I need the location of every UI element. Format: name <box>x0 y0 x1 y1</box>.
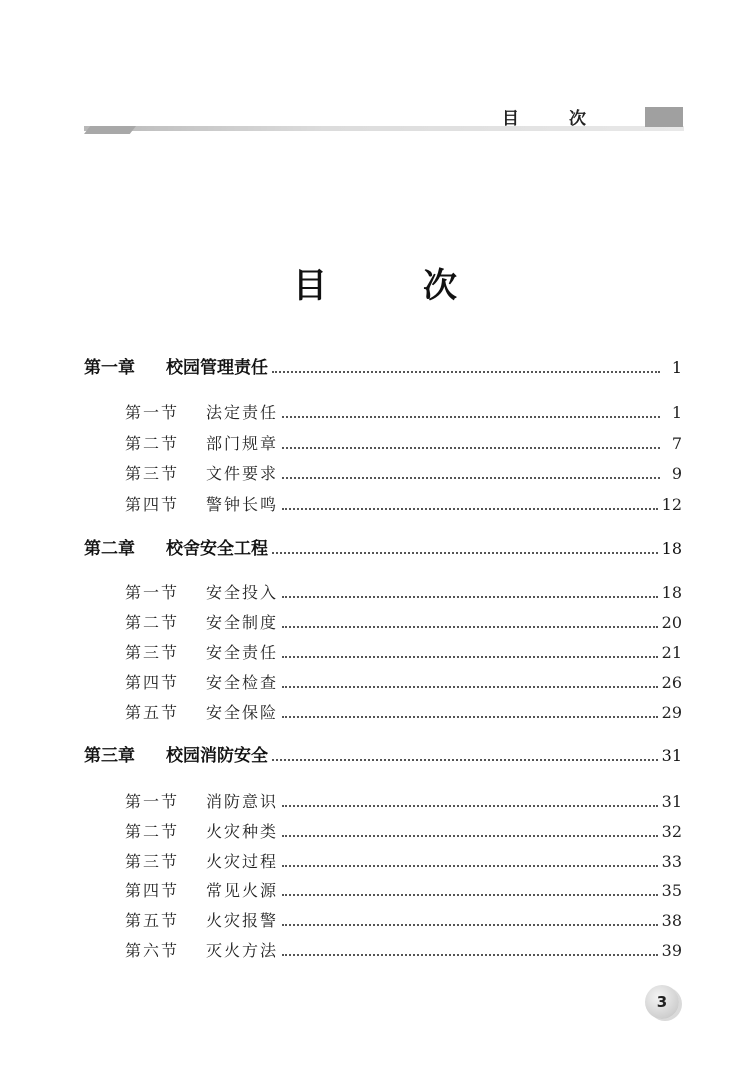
section-label: 第二节 <box>125 821 180 841</box>
section-title: 安全投入 <box>206 583 279 602</box>
page-number-badge: 3 <box>645 985 679 1019</box>
section-label: 第一节 <box>125 792 180 811</box>
chapter-entry[interactable] <box>84 536 682 562</box>
section-entry[interactable] <box>125 640 682 666</box>
section-page-number: 12 <box>661 494 682 514</box>
section-title: 安全保险 <box>206 703 279 722</box>
dot-leader <box>282 416 660 418</box>
dot-leader <box>282 865 658 867</box>
section-label: 第二节 <box>125 613 180 632</box>
section-page-number: 9 <box>671 464 682 483</box>
chapter-page-number: 31 <box>661 746 682 765</box>
dot-leader <box>282 656 658 658</box>
section-page-number: 32 <box>661 821 682 841</box>
header-rule-tab <box>84 126 136 134</box>
dot-leader <box>272 371 660 373</box>
section-title: 文件要求 <box>206 464 279 483</box>
section-page-number: 35 <box>661 881 682 901</box>
dot-leader <box>282 686 658 688</box>
section-title: 火灾种类 <box>206 821 279 841</box>
section-title: 安全制度 <box>206 613 279 632</box>
section-title: 消防意识 <box>206 792 279 811</box>
dot-leader <box>272 759 658 761</box>
section-label: 第四节 <box>125 673 180 692</box>
section-entry[interactable] <box>125 670 682 696</box>
chapter-entry[interactable] <box>84 743 682 769</box>
section-entry[interactable] <box>125 700 682 726</box>
section-page-number: 31 <box>661 792 682 811</box>
page-title: 目次 <box>293 266 553 306</box>
header-gray-block <box>645 107 683 127</box>
dot-leader <box>282 954 658 956</box>
chapter-entry[interactable] <box>84 355 682 381</box>
section-page-number: 7 <box>671 433 682 453</box>
section-page-number: 21 <box>661 643 682 662</box>
chapter-label: 第三章 <box>84 746 135 766</box>
dot-leader <box>272 552 658 554</box>
section-label: 第六节 <box>125 941 180 960</box>
dot-leader <box>282 596 658 598</box>
section-title: 火灾过程 <box>206 851 279 871</box>
section-label: 第二节 <box>125 433 180 453</box>
chapter-label: 第一章 <box>84 358 135 378</box>
section-title: 安全责任 <box>206 643 279 662</box>
dot-leader <box>282 626 658 628</box>
section-page-number: 1 <box>671 403 682 422</box>
section-page-number: 33 <box>661 851 682 871</box>
section-title: 部门规章 <box>206 433 279 453</box>
section-label: 第五节 <box>125 703 180 722</box>
section-label: 第三节 <box>125 851 180 871</box>
chapter-page-number: 18 <box>661 539 682 558</box>
section-entry[interactable] <box>125 492 682 518</box>
section-label: 第三节 <box>125 643 180 662</box>
running-header <box>0 0 750 140</box>
section-page-number: 20 <box>661 613 682 632</box>
section-entry[interactable] <box>125 610 682 636</box>
section-page-number: 39 <box>661 941 682 960</box>
dot-leader <box>282 508 658 510</box>
section-page-number: 26 <box>661 673 682 692</box>
section-title: 灭火方法 <box>206 941 279 960</box>
dot-leader <box>282 835 658 837</box>
section-label: 第一节 <box>125 403 180 422</box>
section-entry[interactable] <box>125 849 682 875</box>
section-label: 第三节 <box>125 464 180 483</box>
section-title: 警钟长鸣 <box>206 494 279 514</box>
section-entry[interactable] <box>125 878 682 904</box>
chapter-page-number: 1 <box>671 358 682 377</box>
section-entry[interactable] <box>125 580 682 606</box>
dot-leader <box>282 805 658 807</box>
chapter-title: 校舍安全工程 <box>166 539 268 559</box>
section-label: 第四节 <box>125 494 180 514</box>
section-page-number: 38 <box>661 911 682 931</box>
section-entry[interactable] <box>125 789 682 815</box>
section-label: 第四节 <box>125 881 180 901</box>
running-header-text: 目次 <box>502 109 636 129</box>
section-label: 第一节 <box>125 583 180 602</box>
section-entry[interactable] <box>125 461 682 487</box>
section-title: 常见火源 <box>206 881 279 901</box>
section-title: 火灾报警 <box>206 911 279 931</box>
section-page-number: 18 <box>661 583 682 602</box>
dot-leader <box>282 447 660 449</box>
section-label: 第五节 <box>125 911 180 931</box>
dot-leader <box>282 477 660 479</box>
section-entry[interactable] <box>125 431 682 457</box>
chapter-label: 第二章 <box>84 539 135 559</box>
section-title: 安全检查 <box>206 673 279 692</box>
section-page-number: 29 <box>661 703 682 722</box>
dot-leader <box>282 894 658 896</box>
chapter-title: 校园消防安全 <box>166 746 268 766</box>
dot-leader <box>282 716 658 718</box>
section-entry[interactable] <box>125 400 682 426</box>
chapter-title: 校园管理责任 <box>166 358 268 378</box>
section-entry[interactable] <box>125 908 682 934</box>
section-entry[interactable] <box>125 819 682 845</box>
section-title: 法定责任 <box>206 403 279 422</box>
dot-leader <box>282 924 658 926</box>
section-entry[interactable] <box>125 938 682 964</box>
